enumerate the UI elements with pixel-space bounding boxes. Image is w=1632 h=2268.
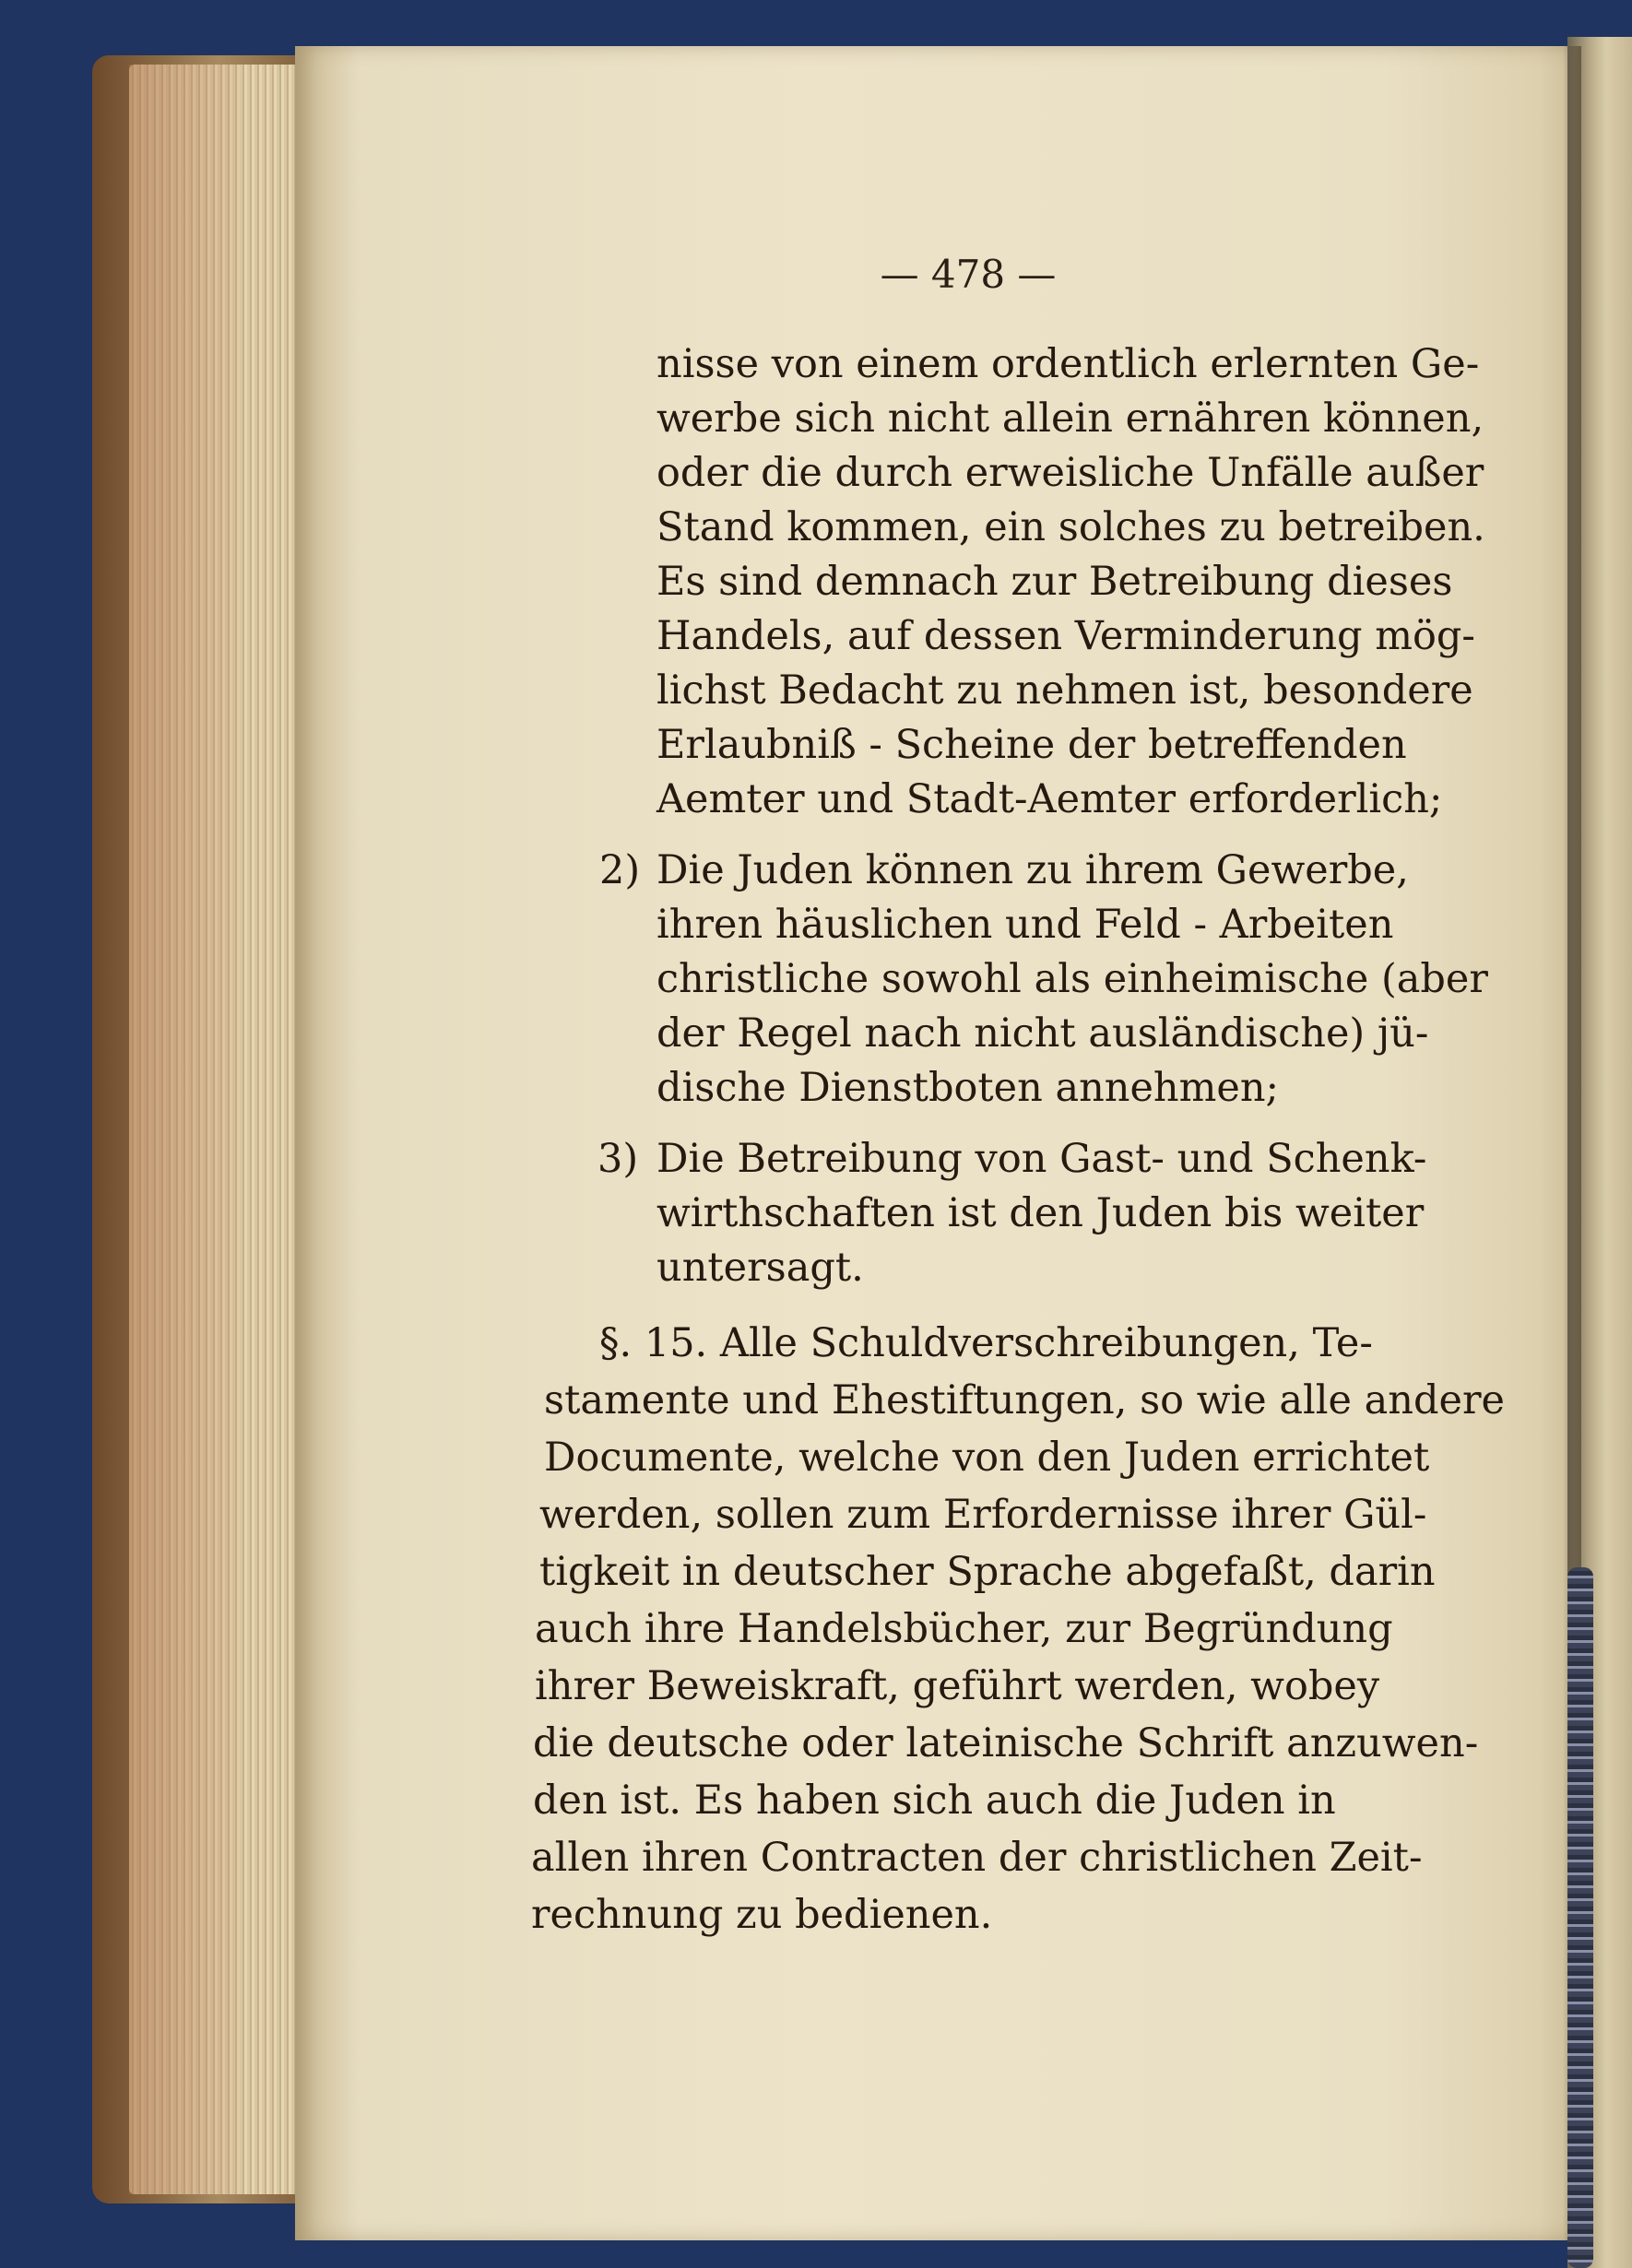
list-number: 2) xyxy=(599,847,641,893)
text-line: nisse von einem ordentlich erlernten Ge- xyxy=(656,341,1480,387)
text-line: werbe sich nicht allein ernähren können, xyxy=(656,396,1484,442)
page-number-header: — 478 — xyxy=(880,252,1057,297)
text-line: der Regel nach nicht ausländische) jü- xyxy=(656,1010,1429,1057)
text-line: Erlaubniß - Scheine der betreffenden xyxy=(656,722,1407,768)
text-line: Die Juden können zu ihrem Gewerbe, xyxy=(656,847,1409,893)
text-line: Aemter und Stadt-Aemter erforderlich; xyxy=(656,776,1443,822)
text-line: dische Dienstboten annehmen; xyxy=(656,1065,1280,1111)
text-line: allen ihren Contracten der christlichen Zeit- xyxy=(531,1835,1423,1881)
text-line: den ist. Es haben sich auch die Juden in xyxy=(533,1778,1336,1824)
text-line: lichst Bedacht zu nehmen ist, besondere xyxy=(656,667,1473,714)
text-line: Documente, welche von den Juden errichtet xyxy=(544,1435,1430,1481)
text-line: auch ihre Handelsbücher, zur Begründung xyxy=(535,1606,1393,1652)
text-line: christliche sowohl als einheimische (aber xyxy=(656,956,1488,1002)
text-line: Stand kommen, ein solches zu betreiben. xyxy=(656,504,1485,550)
text-line: stamente und Ehestiftungen, so wie alle andere xyxy=(544,1377,1505,1423)
text-line: ihren häuslichen und Feld - Arbeiten xyxy=(656,902,1394,948)
text-line: oder die durch erweisliche Unfälle außer xyxy=(656,450,1484,496)
text-line: wirthschaften ist den Juden bis weiter xyxy=(656,1190,1425,1236)
text-line: Es sind demnach zur Betreibung dieses xyxy=(656,559,1453,605)
text-line: ihrer Beweiskraft, geführt werden, wobey xyxy=(535,1663,1380,1709)
text-line: Handels, auf dessen Verminderung mög- xyxy=(656,613,1475,659)
text-line: die deutsche oder lateinische Schrift anzuwen- xyxy=(533,1720,1479,1766)
list-number: 3) xyxy=(597,1136,639,1182)
text-line: rechnung zu bedienen. xyxy=(531,1892,993,1938)
text-line: werden, sollen zum Erfordernisse ihrer Gül- xyxy=(539,1492,1427,1538)
text-line: Die Betreibung von Gast- und Schenk- xyxy=(656,1136,1427,1182)
text-line: tigkeit in deutscher Sprache abgefaßt, darin xyxy=(539,1549,1436,1595)
text-line: §. 15. Alle Schuldverschreibungen, Te- xyxy=(599,1320,1373,1366)
text-line: untersagt. xyxy=(656,1245,864,1291)
